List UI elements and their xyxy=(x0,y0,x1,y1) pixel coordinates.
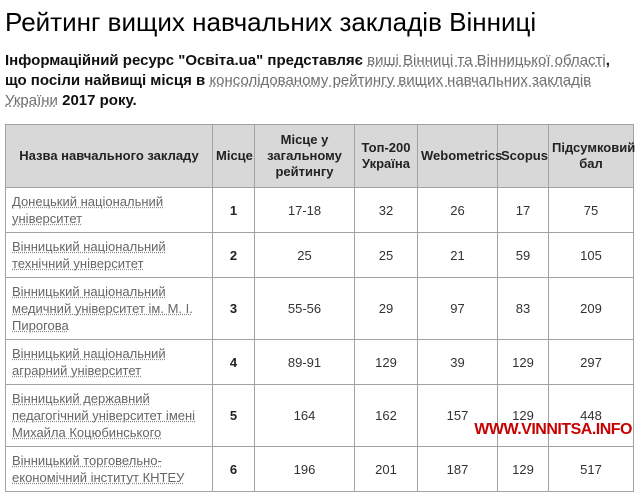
intro-text-3: 2017 року. xyxy=(57,92,137,109)
webometrics-cell: 187 xyxy=(418,447,498,492)
col-header-top200: Топ-200 Україна xyxy=(355,125,418,188)
total-score-cell: 105 xyxy=(549,233,634,278)
scopus-cell: 129 xyxy=(498,340,549,385)
webometrics-cell: 39 xyxy=(418,340,498,385)
total-score-cell: 448 xyxy=(549,385,634,447)
webometrics-cell: 97 xyxy=(418,278,498,340)
university-link[interactable]: Донецький національний університет xyxy=(12,194,164,226)
top200-cell: 29 xyxy=(355,278,418,340)
total-score-cell: 75 xyxy=(549,188,634,233)
place-cell: 1 xyxy=(213,188,255,233)
university-cell xyxy=(6,188,213,233)
intro-text-1: Інформаційний ресурс "Освіта.ua" представляє xyxy=(5,52,368,69)
webometrics-cell: 26 xyxy=(418,188,498,233)
site-watermark: WWW.VINNITSA.INFO xyxy=(474,421,632,438)
webometrics-cell: 21 xyxy=(418,233,498,278)
university-cell xyxy=(6,278,213,340)
top200-cell: 25 xyxy=(355,233,418,278)
intro-paragraph xyxy=(5,51,635,111)
place-cell: 6 xyxy=(213,447,255,492)
col-header-webometrics: Webometrics xyxy=(418,125,498,188)
place-cell: 3 xyxy=(213,278,255,340)
top200-cell: 162 xyxy=(355,385,418,447)
table-row xyxy=(6,447,634,492)
university-cell xyxy=(6,340,213,385)
scopus-cell: 83 xyxy=(498,278,549,340)
table-row xyxy=(6,278,634,340)
overall-rating-cell: 25 xyxy=(255,233,355,278)
university-link[interactable]: Вінницький торговельно-економічний інститут КНТЕУ xyxy=(12,453,185,485)
col-header-place: Місце xyxy=(213,125,255,188)
university-link[interactable]: Вінницький державний педагогічний університет імені Михайла Коцюбинського xyxy=(12,391,196,440)
scopus-cell: 129 xyxy=(498,385,549,447)
col-header-scopus: Scopus xyxy=(498,125,549,188)
total-score-cell: 517 xyxy=(549,447,634,492)
col-header-name: Назва навчального закладу xyxy=(6,125,213,188)
top200-cell: 32 xyxy=(355,188,418,233)
scopus-cell: 59 xyxy=(498,233,549,278)
place-cell: 4 xyxy=(213,340,255,385)
page-title: Рейтинг вищих навчальних закладів Вінниці xyxy=(5,7,537,37)
table-row xyxy=(6,188,634,233)
link-consolidated-rating[interactable]: консолідованому рейтингу вищих навчальних закладів України xyxy=(5,72,592,109)
university-cell xyxy=(6,233,213,278)
table-row xyxy=(6,233,634,278)
intro-text-2: , що посіли найвищі місця в xyxy=(5,52,610,89)
total-score-cell: 209 xyxy=(549,278,634,340)
overall-rating-cell: 17-18 xyxy=(255,188,355,233)
top200-cell: 201 xyxy=(355,447,418,492)
university-cell xyxy=(6,385,213,447)
table-row xyxy=(6,340,634,385)
overall-rating-cell: 89-91 xyxy=(255,340,355,385)
col-header-overall-rating: Місце у загальному рейтингу xyxy=(255,125,355,188)
overall-rating-cell: 55-56 xyxy=(255,278,355,340)
webometrics-cell: 157 xyxy=(418,385,498,447)
col-header-total-score: Підсумковий бал xyxy=(549,125,634,188)
total-score-cell: 297 xyxy=(549,340,634,385)
place-cell: 5 xyxy=(213,385,255,447)
link-vinnytsia-universities[interactable]: виші Вінниці та Вінницької області xyxy=(367,52,606,69)
university-link[interactable]: Вінницький національний медичний університет ім. М. І. Пирогова xyxy=(12,284,193,333)
university-cell xyxy=(6,447,213,492)
top200-cell: 129 xyxy=(355,340,418,385)
university-link[interactable]: Вінницький національний технічний університет xyxy=(12,239,166,271)
university-link[interactable]: Вінницький національний аграрний університет xyxy=(12,346,166,378)
scopus-cell: 17 xyxy=(498,188,549,233)
scopus-cell: 129 xyxy=(498,447,549,492)
overall-rating-cell: 164 xyxy=(255,385,355,447)
overall-rating-cell: 196 xyxy=(255,447,355,492)
place-cell: 2 xyxy=(213,233,255,278)
header-row xyxy=(6,125,634,188)
